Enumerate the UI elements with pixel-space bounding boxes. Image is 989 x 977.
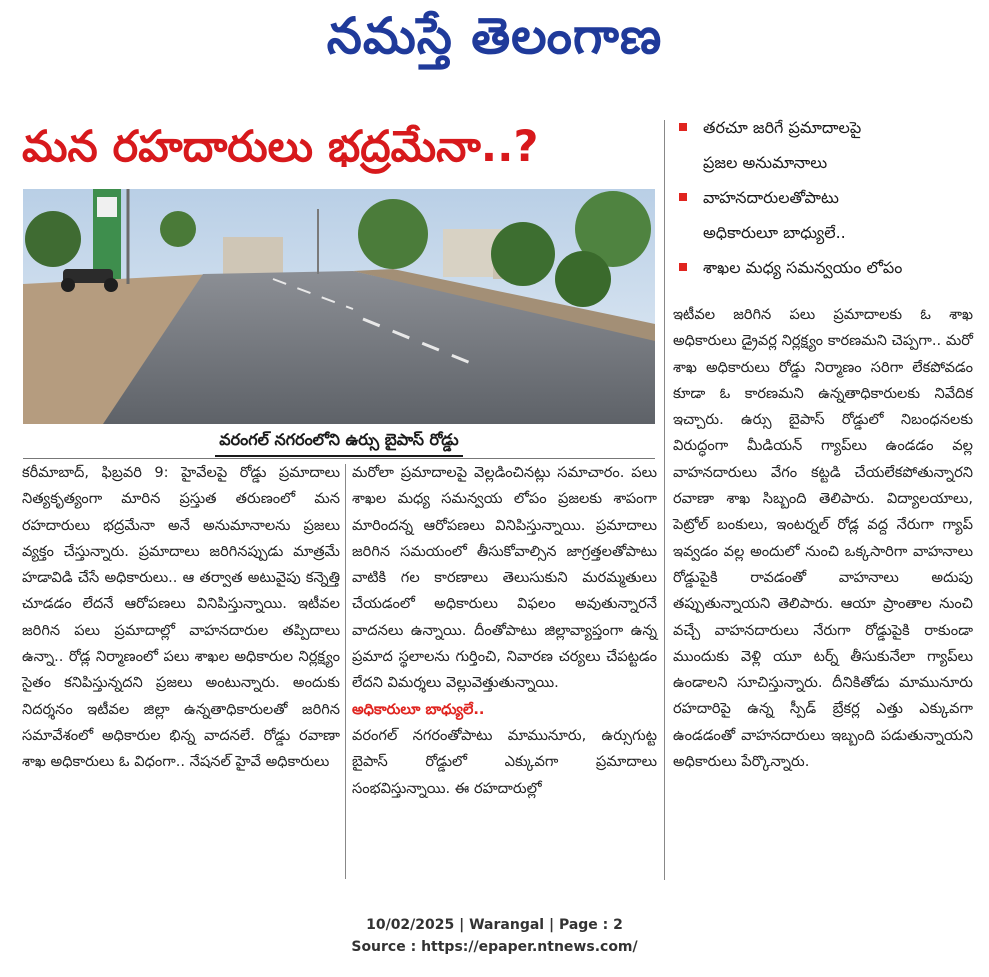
article-paragraph: మరోలా ప్రమాదాలపై వెల్లడించినట్లు సమాచారం. పలు శాఖల మధ్య సమన్వయ లోపం ప్రజలకు శాపంగా మారిందన్న ఆరోపణలు వినిపిస్తున్నాయి. ప్రమాదాలు జరిగిన సమయంలో తీసుకోవాల్సిన జాగ్రత్తలతోపాటు వాటికి గల కారణాలు తెలుసుకుని మరమ్మతులు చేయడంలో అధికారులు విఫలం అవుతున్నారనే వాదనలు ఉన్నాయి. దీంతోపాటు జిల్లావ్యాప్తంగా ఉన్న ప్రమాద స్థలాలను గుర్తించి, నివారణ చర్యలు చేపట్టడం లేదని విమర్శలు వెల్లువెత్తుతున్నాయి.: [352, 464, 657, 692]
photo-caption-text: వరంగల్ నగరంలోని ఉర్సు బైపాస్ రోడ్డు: [215, 430, 462, 457]
masthead-logo: నమస్తే తెలంగాణ: [326, 6, 663, 65]
article-column-1: [22, 460, 340, 776]
article-paragraph: ఇటీవల జరిగిన పలు ప్రమాదాలకు ఓ శాఖ అధికారులు డ్రైవర్ల నిర్లక్ష్యం కారణమని చెప్పగా.. మరో శాఖ అధికారులు రోడ్డు నిర్మాణం సరిగా లేకపోవడం కూడా ఓ కారణమని ఉన్నతాధికారులకు నివేదిక ఇచ్చారు. ఉర్సు బైపాస్ రోడ్డులో నిబంధనలకు విరుద్ధంగా మీడియన్ గ్యాప్‌లు ఉండడం వల్ల వాహనదారులు వేగం కట్టడి చేయలేకపోతున్నారని రవాణా శాఖ సిబ్బంది తెలిపారు. విద్యాలయాలు, పెట్రోల్ బంకులు, ఇంటర్నల్ రోడ్ల వద్ద నేరుగా గ్యాప్ ఇవ్వడం వల్ల అందులో నుంచి ఒక్కసారిగా వాహనాలు రోడ్డుపైకి రావడంతో వాహనాలు అదుపు తప్పుతున్నాయని తెలిపారు. ఆయా ప్రాంతాల నుంచి వచ్చే వాహనదారులు నేరుగా రోడ్డుపైకి రాకుండా ముందుకు వెళ్లి యూ టర్న్ తీసుకునేలా గ్యాప్‌లు ఉండాలని సూచిస్తున్నారు. దీనికితోడు మామునూరు రహదారిపై ఉన్న స్పీడ్ బ్రేకర్ల ఎత్తు ఎక్కువగా ఉండడంతో వాహనదారులు ఇబ్బంది పడుతున్నాయని అధికారులు పేర్కొన్నారు.: [673, 306, 973, 771]
road-photo: [23, 189, 655, 424]
column-divider: [664, 120, 665, 880]
photo-caption: [23, 430, 655, 457]
bullet-item: [675, 110, 975, 180]
bullet-line: ప్రజల అనుమానాలు: [703, 153, 828, 172]
headline: మన రహదారులు భద్రమేనా..?: [22, 122, 539, 172]
edition-info: 10/02/2025 | Warangal | Page : 2: [366, 917, 623, 933]
road-photo-image: [23, 189, 655, 424]
article-paragraph: కరీమాబాద్, ఫిబ్రవరి 9: హైవేలపై రోడ్డు ప్రమాదాలు నిత్యకృత్యంగా మారిన ప్రస్తుత తరుణంలో మన రహదారులు భద్రమేనా అనే అనుమానాలను ప్రజలు వ్యక్తం చేస్తున్నారు. ప్రమాదాలు జరిగినప్పుడు మాత్రమే హడావిడి చేసే అధికారులు.. ఆ తర్వాత అటువైపు కన్నెత్తి చూడడం లేదనే ఆరోపణలు వినిపిస్తున్నాయి. ఇటీవల జరిగిన పలు ప్రమాదాల్లో వాహనదారుల తప్పిదాలు ఉన్నా.. రోడ్ల నిర్మాణంలో పలు శాఖల అధికారుల నిర్లక్ష్యం సైతం కనిపిస్తున్నదని ప్రజలు అంటున్నారు. అందుకు నిదర్శనం ఇటీవల జిల్లా ఉన్నతాధికారులతో జరిగిన సమావేశంలో అధికారుల భిన్న వాదనలే. రోడ్డు రవాణా శాఖ అధికారులు ఓ విధంగా.. నేషనల్ హైవే అధికారులు: [22, 464, 340, 771]
bullet-line: వాహనదారులతోపాటు: [703, 188, 839, 207]
source-link[interactable]: Source : https://epaper.ntnews.com/: [351, 939, 638, 955]
article-column-3: [673, 302, 973, 775]
article-paragraph: వరంగల్ నగరంతోపాటు మామునూరు, ఉర్సుగుట్ట బైపాస్ రోడ్డులో ఎక్కువగా ప్రమాదాలు సంభవిస్తున్నాయి. ఈ రహదారుల్లో: [352, 726, 657, 797]
bullet-line: అధికారులూ బాధ్యులే..: [703, 223, 846, 242]
bullet-line: తరచూ జరిగే ప్రమాదాలపై: [703, 118, 862, 137]
divider: [23, 458, 655, 459]
bullet-line: శాఖల మధ్య సమన్వయం లోపం: [703, 258, 903, 277]
bullet-item: [675, 250, 975, 285]
article-subheading: అధికారులూ బాధ్యులే..: [352, 700, 485, 718]
column-divider: [345, 464, 346, 879]
article-column-2: [352, 460, 657, 802]
bullet-item: [675, 180, 975, 250]
page-footer: [0, 914, 989, 958]
highlight-bullets: [675, 110, 975, 285]
